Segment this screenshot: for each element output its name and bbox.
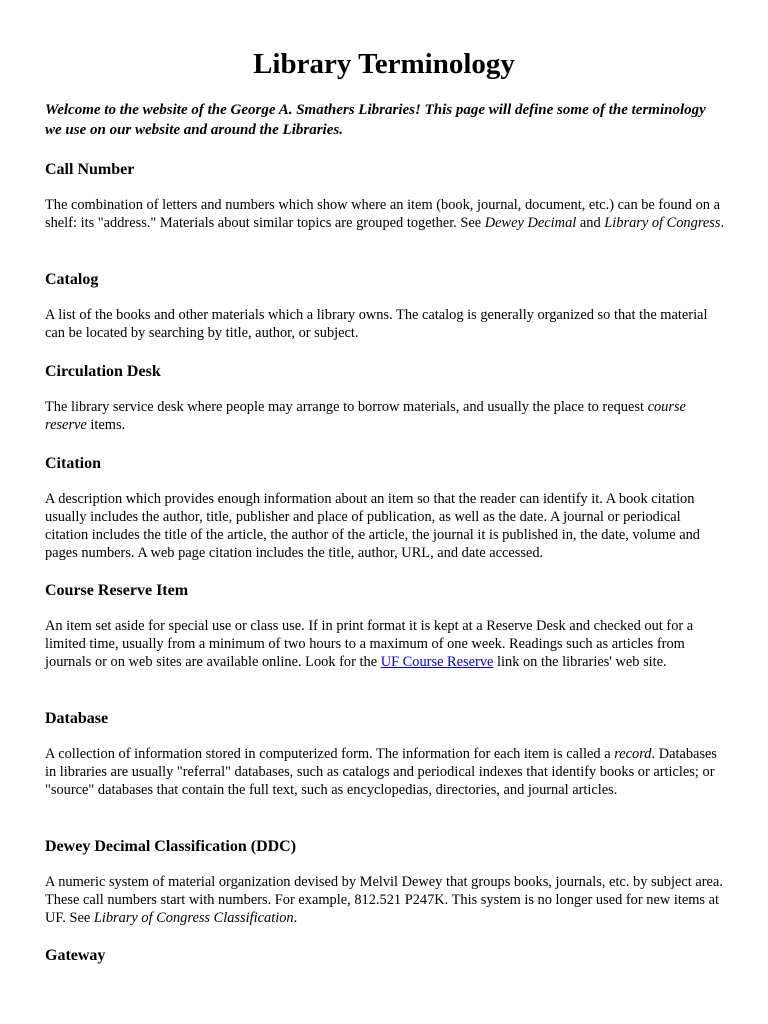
definition-text: link on the libraries' web site.	[493, 654, 667, 670]
term-definition	[45, 873, 725, 927]
emphasized-term: Library of Congress Classification	[93, 910, 294, 926]
term-definition	[45, 617, 725, 671]
term-heading: Citation	[45, 455, 101, 472]
definition-text: A description which provides enough information about an item so that the reader can identify it. A book citation usually includes the author, title, publisher and place of publication, as well as the date. A journal or periodical citation includes the title of the article, the author of the article, the journal it is published in, the date, volume and pages numbers. A web page citation includes the title, author, URL, and date accessed.	[45, 491, 700, 561]
definition-text: A collection of information stored in computerized form. The information for each item is called a	[45, 746, 615, 762]
definition-text: The combination of letters and numbers which show where an item (book, journal, document, etc.) can be found on a shelf: its "address." Materials about similar topics are grouped together. See	[45, 197, 720, 231]
term-definition	[45, 196, 725, 232]
definition-text: An item set aside for special use or class use. If in print format it is kept at a Reserve Desk and checked out for a limited time, usually from a minimum of two hours to a maximum of one week. Readings such as articles from journals or on web sites are available online. Look for the	[45, 618, 694, 670]
intro-paragraph: Welcome to the website of the George A. Smathers Libraries! This page will define some of the terminology we use on our website and around the Libraries.	[45, 102, 706, 138]
course-reserve-link[interactable]: UF Course Reserve	[380, 654, 494, 670]
page-title: Library Terminology	[253, 48, 515, 80]
term-definition	[45, 745, 725, 799]
term-definition	[45, 490, 725, 562]
term-definition	[45, 398, 725, 434]
definition-text: items.	[86, 417, 126, 433]
emphasized-term: Library of Congress	[604, 215, 721, 231]
definition-text: . Databases in libraries are usually "referral" databases, such as catalogs and periodical indexes that identify books or articles; or "source" databases that contain the full text, such as encyclopedias, directories, and journal articles.	[45, 746, 718, 798]
term-heading: Gateway	[45, 947, 106, 964]
term-definition	[45, 306, 725, 342]
definition-text: The library service desk where people may arrange to borrow materials, and usually the place to request	[45, 399, 648, 415]
definition-text: .	[293, 910, 298, 926]
emphasized-term: record	[614, 746, 652, 762]
definition-text: A numeric system of material organization devised by Melvil Dewey that groups books, journals, etc. by subject area. These call numbers start with numbers. For example, 812.521 P247K. This system is no longer used for new items at UF. See	[45, 874, 723, 926]
term-catalog	[45, 270, 725, 342]
emphasized-term: course reserve	[45, 399, 686, 433]
term-citation	[45, 454, 725, 562]
term-circulation-desk	[45, 362, 725, 434]
term-call-number	[45, 160, 725, 232]
term-database	[45, 709, 725, 799]
emphasized-term: Dewey Decimal	[484, 215, 577, 231]
definition-text: .	[720, 215, 725, 231]
term-dewey-decimal	[45, 837, 725, 927]
term-course-reserve-item	[45, 581, 725, 671]
term-gateway	[45, 946, 725, 966]
term-heading: Dewey Decimal Classification (DDC)	[45, 838, 297, 855]
definition-text: A list of the books and other materials which a library owns. The catalog is generally organized so that the material can be located by searching by title, author, or subject.	[45, 307, 708, 341]
term-heading: Database	[45, 710, 109, 727]
term-heading: Circulation Desk	[45, 363, 161, 380]
term-heading: Call Number	[45, 161, 135, 178]
term-heading: Catalog	[45, 271, 99, 288]
definition-text: and	[576, 215, 605, 231]
term-heading: Course Reserve Item	[45, 582, 189, 599]
